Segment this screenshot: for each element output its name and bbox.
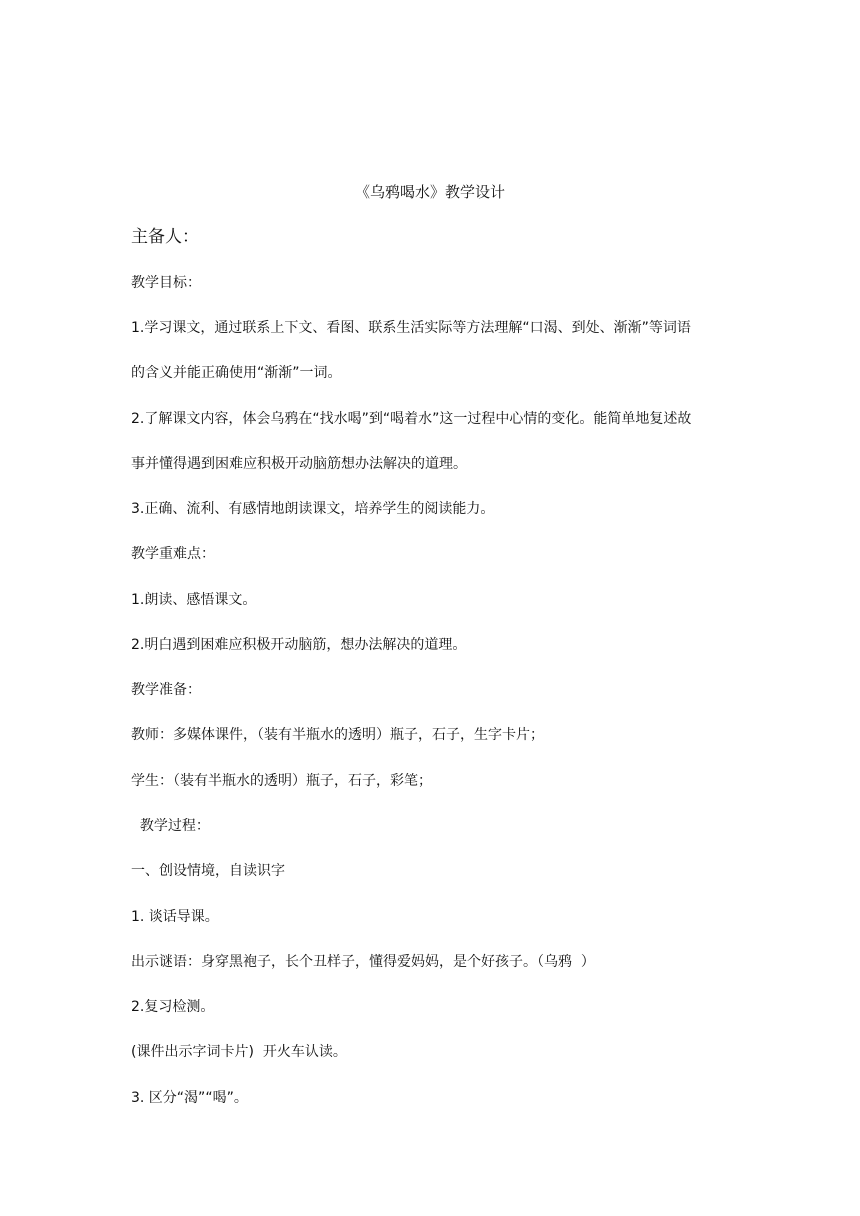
key-points-heading: 教学重难点： (131, 546, 215, 562)
key-point-1: 1.朗读、感悟课文。 (131, 592, 257, 608)
objective-1-line-1: 1.学习课文，通过联系上下文、看图、联系生活实际等方法理解“口渴、到处、渐渐”等词语 (131, 320, 691, 336)
step-3: 3. 区分“渴”“喝”。 (131, 1090, 248, 1106)
section-1-heading: 一、创设情境，自读识字 (131, 863, 285, 879)
objective-2-line-2: 事并懂得遇到困难应积极开动脑筋想办法解决的道理。 (131, 456, 467, 472)
objective-3: 3.正确、流利、有感情地朗读课文，培养学生的阅读能力。 (131, 501, 495, 517)
student-preparation: 学生：（装有半瓶水的透明）瓶子，石子，彩笔； (131, 773, 432, 789)
objective-1-line-2: 的含义并能正确使用“渐渐”一词。 (131, 365, 342, 381)
preparer-label: 主备人： (131, 227, 199, 247)
preparation-heading: 教学准备： (131, 682, 201, 698)
process-heading: 教学过程： (131, 818, 210, 834)
teacher-preparation: 教师：多媒体课件，（装有半瓶水的透明）瓶子，石子，生字卡片； (131, 727, 544, 743)
step-2: 2.复习检测。 (131, 999, 215, 1015)
objective-2-line-1: 2.了解课文内容，体会乌鸦在“找水喝”到“喝着水”这一过程中心情的变化。能简单地复述故 (131, 411, 692, 427)
document-title: 《乌鸦喝水》教学设计 (354, 183, 505, 201)
word-cards-line: (课件出示字词卡片) 开火车认读。 (131, 1044, 347, 1060)
step-1: 1. 谈话导课。 (131, 909, 219, 925)
riddle-line: 出示谜语：身穿黑袍子，长个丑样子，懂得爱妈妈，是个好孩子。（乌鸦 ） (131, 954, 595, 970)
objectives-heading: 教学目标： (131, 275, 201, 291)
key-point-2: 2.明白遇到困难应积极开动脑筋，想办法解决的道理。 (131, 637, 467, 653)
